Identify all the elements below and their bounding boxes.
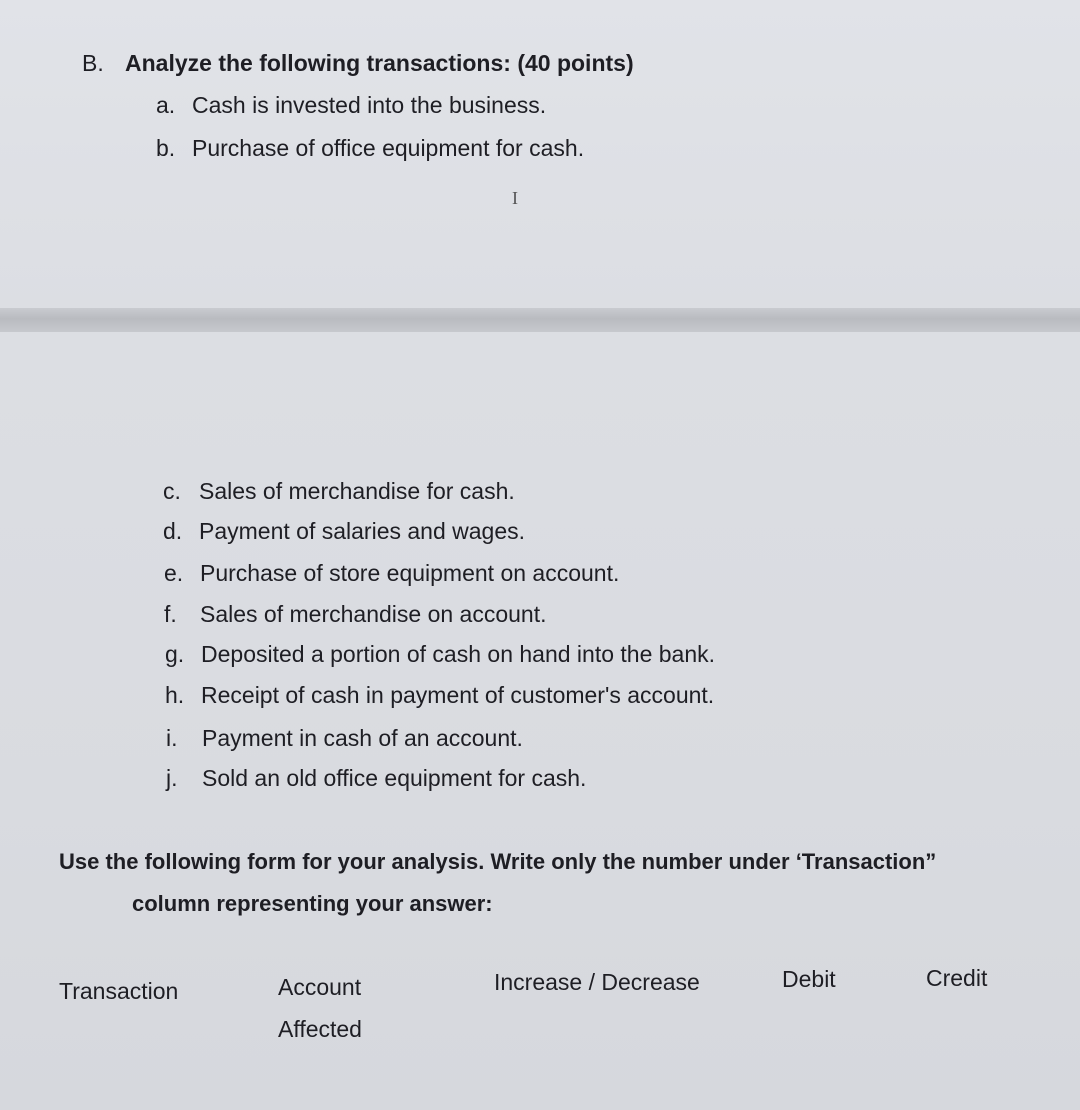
transaction-item-b — [156, 137, 584, 160]
item-text: Deposited a portion of cash on hand into the bank. — [201, 641, 716, 667]
item-label: j. — [166, 765, 178, 791]
item-label: d. — [163, 518, 183, 544]
transaction-item-a — [156, 94, 546, 117]
transaction-item-g — [165, 643, 715, 666]
item-label: e. — [164, 560, 184, 586]
form-header-debit: Debit — [782, 966, 836, 992]
item-label: b. — [156, 135, 176, 161]
item-text: Sales of merchandise on account. — [200, 601, 547, 627]
item-text: Sold an old office equipment for cash. — [202, 765, 587, 791]
form-header-credit: Credit — [926, 965, 988, 991]
form-header-transaction: Transaction — [59, 978, 179, 1004]
page-divider — [0, 308, 1080, 332]
item-text: Receipt of cash in payment of customer's account. — [201, 682, 715, 708]
transaction-item-c — [163, 480, 515, 503]
stray-mark: I — [512, 188, 518, 208]
item-text: Payment in cash of an account. — [202, 725, 523, 751]
item-text: Cash is invested into the business. — [192, 92, 547, 118]
form-header-affected: Affected — [278, 1016, 362, 1042]
item-text: Purchase of office equipment for cash. — [192, 135, 585, 161]
section-heading: Analyze the following transactions: (40 points) — [125, 50, 634, 76]
item-label: g. — [165, 641, 185, 667]
transaction-item-h — [165, 684, 714, 707]
instructions-line-2: column representing your answer: — [132, 891, 493, 916]
form-header-account: Account — [278, 974, 362, 1000]
section-letter: B. — [82, 50, 104, 76]
transaction-item-e — [164, 562, 619, 585]
item-label: c. — [163, 478, 181, 504]
item-label: h. — [165, 682, 185, 708]
item-text: Sales of merchandise for cash. — [199, 478, 515, 504]
transaction-item-d — [163, 520, 525, 543]
item-label: f. — [164, 601, 177, 627]
transaction-item-i — [166, 727, 523, 750]
transaction-item-f — [164, 603, 546, 626]
form-header-increase-decrease: Increase / Decrease — [494, 969, 700, 995]
item-label: i. — [166, 725, 178, 751]
item-text: Purchase of store equipment on account. — [200, 560, 620, 586]
instructions-line-1: Use the following form for your analysis. Write only the number under ‘Transaction” — [59, 849, 937, 874]
item-label: a. — [156, 92, 176, 118]
transaction-item-j — [166, 767, 586, 790]
item-text: Payment of salaries and wages. — [199, 518, 526, 544]
